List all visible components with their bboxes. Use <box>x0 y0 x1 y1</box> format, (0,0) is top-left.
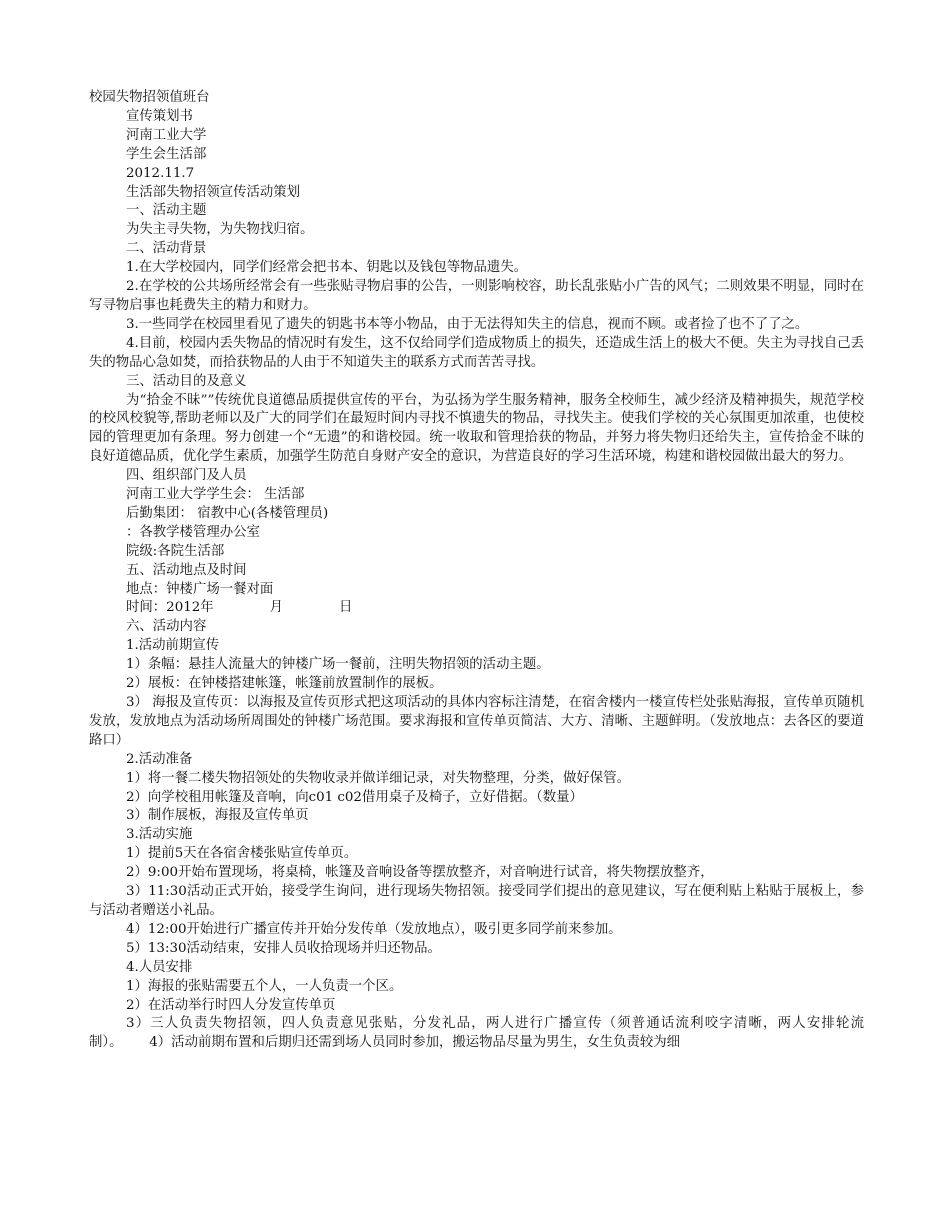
item-posters: 3） 海报及宣传页：以海报及宣传页形式把这项活动的具体内容标注清楚，在宿舍楼内一楼宣传栏处张贴海报，宣传单页随机发放，发放地点为活动场所周围处的钟楼广场范围。要求海报和宣传单页简洁、大方、清晰、主题鲜明。（发放地点：去各区的要道路口） <box>89 695 864 748</box>
paragraph-theme: 为失主寻失物，为失物找归宿。 <box>126 222 314 238</box>
item-impl-1: 1）提前5天在各宿舍楼张贴宣传单页。 <box>126 846 358 862</box>
section-heading-content: 六、活动内容 <box>126 619 207 635</box>
item-impl-5: 5）13:30活动结束，安排人员收拾现场并归还物品。 <box>126 940 441 956</box>
department-name: 学生会生活部 <box>126 146 207 162</box>
paragraph-purpose: 为“拾金不昧””传统优良道德品质提供宣传的平台，为弘扬为学生服务精神，服务全校师生，减少经济及精神损失，规范学校的校风校貌等,帮助老师以及广大的同学们在最短时间内寻找不慎遗失的物品，寻找失主。使我们学校的关心氛围更加浓重，也使校园的管理更加有条理。努力创建一个“无遗”的和谐校园。统一收取和管理拾获的物品，并努力将失物归还给失主，宣传拾金不昧的良好道德品质，优化学生素质，加强学生防范自身财产安全的意识，为营造良好的学习生活环境，构建和谐校园做出最大的努力。 <box>89 392 864 465</box>
document-title: 校园失物招领值班台 <box>89 90 210 105</box>
section-heading-organization: 四、组织部门及人员 <box>126 468 247 484</box>
item-impl-2: 2）9:00开始布置现场，将桌椅，帐篷及音响设备等摆放整齐，对音响进行试音，将失物摆放整齐， <box>126 865 714 881</box>
time-day: 日 <box>339 600 353 616</box>
subheading-promotion: 1.活动前期宣传 <box>126 638 220 654</box>
document-body <box>89 89 864 1053</box>
item-prep-3: 3）制作展板，海报及宣传单页 <box>126 808 309 824</box>
item-prep-1: 1）将一餐二楼失物招领处的失物收录并做详细记录，对失物整理，分类，做好保管。 <box>126 770 630 786</box>
subheading-preparation: 2.活动准备 <box>126 751 193 767</box>
time-month: 月 <box>269 600 284 616</box>
item-staff-2: 2）在活动举行时四人分发宣传单页 <box>126 997 336 1013</box>
section-heading-location-time: 五、活动地点及时间 <box>126 562 247 578</box>
section-heading-purpose: 三、活动目的及意义 <box>126 373 247 389</box>
org-logistics: 后勤集团： 宿教中心(各楼管理员) <box>126 505 329 521</box>
subtitle-plan: 宣传策划书 <box>126 108 193 124</box>
university-name: 河南工业大学 <box>126 127 207 143</box>
item-staff-3: 3）三人负责失物招领，四人负责意见张贴，分发礼品，两人进行广播宣传（须普通话流利咬字清晰，两人安排轮流制）。 <box>89 1016 864 1051</box>
time-label: 时间：2012年 <box>126 600 214 616</box>
paragraph-background-4: 4.目前，校园内丢失物品的情况时有发生，这不仅给同学们造成物质上的损失，还造成生活上的极大不便。失主为寻找自己丢失的物品心急如焚，而拾获物品的人由于不知道失主的联系方式而苦苦寻找。 <box>89 335 864 370</box>
plan-heading: 生活部失物招领宣传活动策划 <box>126 184 301 200</box>
paragraph-background-3: 3.一些同学在校园里看见了遗失的钥匙书本等小物品，由于无法得知失主的信息，视而不顾。或者捡了也不了了之。 <box>126 316 809 332</box>
item-staff-3-4 <box>89 1015 864 1053</box>
subheading-staffing: 4.人员安排 <box>126 959 193 975</box>
item-display-board: 2）展板：在钟楼搭建帐篷，帐篷前放置制作的展板。 <box>126 676 443 692</box>
section-heading-background: 二、活动背景 <box>126 241 207 257</box>
section-heading-theme: 一、活动主题 <box>126 203 207 219</box>
paragraph-background-1: 1.在大学校园内，同学们经常会把书本、钥匙以及钱包等物品遗失。 <box>126 260 528 276</box>
subheading-implementation: 3.活动实施 <box>126 827 193 843</box>
activity-time <box>89 599 864 618</box>
item-banner: 1）条幅：悬挂人流量大的钟楼广场一餐前，注明失物招领的活动主题。 <box>126 657 550 673</box>
item-staff-4: 4）活动前期布置和后期归还需到场人员同时参加，搬运物品尽量为男生，女生负责较为细 <box>149 1035 681 1051</box>
org-colleges: 院级:各院生活部 <box>126 543 225 559</box>
item-staff-1: 1）海报的张贴需要五个人，一人负责一个区。 <box>126 978 403 994</box>
document-date: 2012.11.7 <box>126 165 195 181</box>
paragraph-background-2: 2.在学校的公共场所经常会有一些张贴寻物启事的公告，一则影响校容，助长乱张贴小广告的风气；二则效果不明显，同时在写寻物启事也耗费失主的精力和财力。 <box>89 279 864 313</box>
item-prep-2: 2）向学校租用帐篷及音响，向c01 c02借用桌子及椅子，立好借据。（数量） <box>126 789 583 805</box>
activity-location: 地点：钟楼广场一餐对面 <box>126 581 274 597</box>
org-student-union: 河南工业大学学生会： 生活部 <box>126 487 305 503</box>
item-impl-4: 4）12:00开始进行广播宣传并开始分发传单（发放地点），吸引更多同学前来参加。 <box>126 921 622 937</box>
item-impl-3: 3）11:30活动正式开始，接受学生询问，进行现场失物招领。接受同学们提出的意见建议，写在便利贴上粘贴于展板上，参与活动者赠送小礼品。 <box>89 884 864 918</box>
org-teaching-buildings: ：各教学楼管理办公室 <box>126 524 260 540</box>
